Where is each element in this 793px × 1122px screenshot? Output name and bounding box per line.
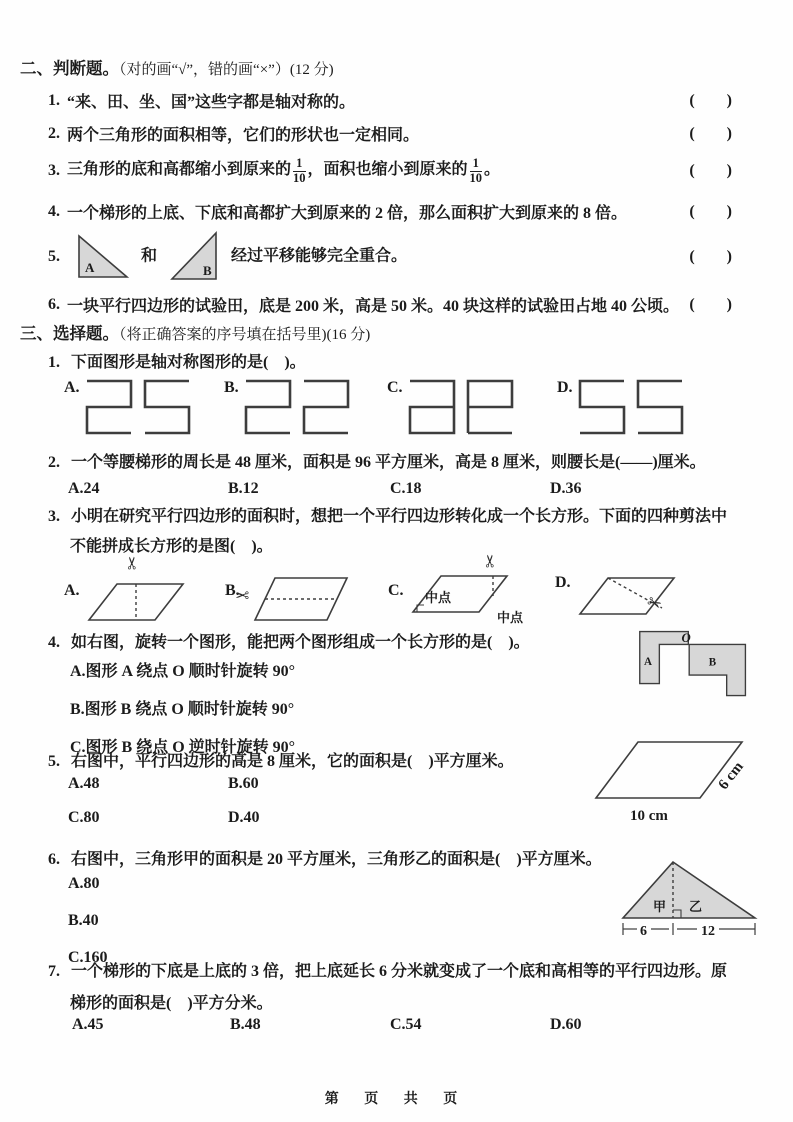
section-judge-header [20, 55, 334, 79]
scissors-icon: ✂ [123, 555, 144, 571]
item-number: 4. [48, 202, 60, 220]
q3-option-b[interactable] [225, 560, 388, 624]
side-dimension-label: 6 cm [715, 758, 747, 793]
digit-pair-55-figure [576, 377, 688, 439]
base-segment-6-label: 6 [640, 924, 647, 939]
item-text-part: 三角形的底和高都缩小到原来的 [67, 161, 292, 179]
question-number: 4. [48, 634, 60, 651]
item-text-part: 。 [484, 161, 501, 179]
q1-option-a[interactable] [64, 377, 224, 439]
option-c[interactable]: C.80 [68, 809, 100, 826]
item-number: 3. [48, 162, 60, 179]
question-number: 1. [48, 354, 60, 371]
item-text: 一个梯形的上底、下底和高都扩大到原来的 2 倍，那么面积扩大到原来的 8 倍。 [67, 205, 628, 222]
scissors-icon: ✂ [235, 584, 250, 604]
section-choice-subtitle: （将正确答案的序号填在括号里)(16 分) [119, 327, 371, 343]
question-text: 一个梯形的下底是上底的 3 倍，把上底延长 6 分米就变成了一个底和高相等的平行四边形。原 [71, 963, 728, 980]
question-text: 如右图，旋转一个图形，能把两个图形组成一个长方形的是( )。 [71, 634, 530, 651]
option-c[interactable]: C.160 [68, 949, 108, 966]
judge-item-2 [48, 122, 732, 145]
question-number: 7. [48, 963, 60, 980]
triangle-b-figure [167, 230, 221, 284]
option-label: B. [224, 379, 239, 396]
answer-bracket[interactable]: ( ) [689, 248, 732, 265]
question-text: 右图中，三角形甲的面积是 20 平方厘米，三角形乙的面积是( )平方厘米。 [71, 851, 602, 868]
option-c[interactable]: C.18 [390, 480, 422, 497]
digit-pair-22-figure [242, 377, 354, 439]
option-b[interactable]: B.60 [228, 775, 259, 792]
option-b[interactable]: B.48 [230, 1016, 261, 1033]
q1-option-d[interactable] [557, 377, 717, 439]
section-judge-title: 二、判断题。 [20, 59, 119, 78]
option-label: A. [64, 379, 80, 396]
question-text: 下面图形是轴对称图形的是( )。 [71, 354, 306, 371]
q3-option-c[interactable] [388, 553, 555, 626]
option-b[interactable]: B.图形 B 绕点 O 顺时针旋转 90° [70, 701, 295, 718]
fraction-one-tenth: $\frac{1}{10}$ [293, 156, 306, 186]
item-number: 6. [48, 295, 60, 313]
option-b[interactable]: B.12 [228, 480, 259, 497]
answer-bracket[interactable]: ( ) [689, 91, 732, 109]
base-dimension-label: 10 cm [630, 808, 668, 824]
point-o-label: O [681, 630, 691, 645]
q4-rotation-figure [598, 612, 793, 716]
option-label: A. [64, 582, 80, 599]
item-text: 两个三角形的面积相等，它们的形状也一定相同。 [67, 127, 420, 144]
q5-options [68, 775, 388, 827]
page-footer: 第 页 共 页 [324, 1092, 469, 1107]
q3-option-a[interactable] [64, 555, 225, 624]
option-a[interactable]: A.图形 A 绕点 O 顺时针旋转 90° [70, 663, 296, 680]
choice-q4-text [48, 629, 608, 652]
question-number: 6. [48, 851, 60, 868]
option-d[interactable]: D.60 [550, 1016, 582, 1033]
item-number: 1. [48, 91, 60, 109]
midpoint-outer-label: 中点 [496, 610, 523, 625]
question-number: 5. [48, 753, 60, 770]
answer-bracket[interactable]: ( ) [689, 124, 732, 142]
answer-bracket[interactable]: ( ) [689, 295, 732, 313]
item-text: “来、田、坐、国”这些字都是轴对称的。 [67, 94, 356, 111]
option-label: C. [387, 379, 403, 396]
yi-label: 乙 [689, 899, 703, 914]
jia-label: 甲 [653, 899, 667, 914]
item-text: 一块平行四边形的试验田，底是 200 米，高是 50 米。40 块这样的试验田占地 40 公顷。 [67, 298, 680, 315]
q7-options [72, 1016, 710, 1034]
digit-pair-25-figure [83, 377, 195, 439]
choice-q5-text [48, 748, 588, 771]
choice-q7-text-line2 [70, 990, 770, 1013]
choice-q1-text [48, 349, 748, 372]
question-text: 右图中，平行四边形的高是 8 厘米，它的面积是( )平方厘米。 [71, 753, 514, 770]
section-judge-subtitle: （对的画“√”，错的画“×”）(12 分) [119, 62, 334, 78]
item-text-part: 和 [141, 247, 158, 265]
midpoint-inner-label: 中点 [424, 590, 451, 605]
answer-bracket[interactable]: ( ) [689, 202, 732, 220]
item-text [67, 156, 681, 186]
item-number: 2. [48, 124, 60, 142]
option-a[interactable]: A.80 [68, 875, 100, 892]
digit-pair-ae-figure [406, 377, 518, 439]
judge-item-3 [48, 150, 732, 192]
base-segment-12-label: 12 [701, 924, 715, 939]
shape-b-label: B [708, 656, 717, 669]
option-b[interactable]: B.40 [68, 912, 99, 929]
option-a[interactable]: A.48 [68, 775, 100, 792]
choice-q7-text-line1 [48, 958, 748, 981]
option-a[interactable]: A.24 [68, 480, 100, 497]
scissors-icon: ✂ [643, 591, 665, 617]
triangle-a-label: A [85, 260, 95, 275]
option-a[interactable]: A.45 [72, 1016, 104, 1033]
question-text: 梯形的面积是( )平方分米。 [70, 995, 273, 1012]
triangle-b-label: B [203, 263, 212, 278]
option-d[interactable]: D.36 [550, 480, 582, 497]
q2-options [68, 480, 710, 498]
option-label: B. [225, 582, 240, 599]
judge-item-1 [48, 89, 732, 112]
section-choice-title: 三、选择题。 [20, 324, 119, 343]
question-number: 3. [48, 508, 60, 525]
choice-q3-text-line2 [70, 533, 770, 556]
cut-midpoint-figure [407, 560, 542, 626]
q1-figure-row [64, 377, 717, 439]
question-text: 小明在研究平行四边形的面积时，想把一个平行四边形转化成一个长方形。下面的四种剪法中 [71, 508, 728, 525]
item-text-part: ，面积也缩小到原来的 [307, 161, 468, 179]
q5-parallelogram-figure [582, 722, 790, 830]
shape-a-label: A [644, 655, 653, 668]
choice-q2-text [48, 449, 748, 472]
scissors-icon: ✂ [481, 553, 502, 569]
judge-item-4 [48, 200, 732, 223]
item-text-part: 经过平移能够完全重合。 [231, 247, 408, 265]
q6-triangle-figure [615, 855, 775, 945]
question-number: 2. [48, 454, 60, 471]
option-label: C. [388, 582, 404, 599]
triangle-a-figure [73, 232, 131, 282]
judge-item-5 [48, 228, 732, 286]
fraction-one-tenth: $\frac{1}{10}$ [469, 156, 483, 186]
judge-item-6 [48, 293, 732, 316]
item-number: 5. [48, 248, 60, 265]
option-label: D. [557, 379, 573, 396]
item-text [67, 230, 681, 284]
q1-option-c[interactable] [387, 377, 557, 439]
question-text: 不能拼成长方形的是图( )。 [70, 538, 273, 555]
option-c[interactable]: C.图形 B 绕点 O 逆时针旋转 90° [70, 739, 296, 756]
option-label: D. [555, 574, 571, 591]
option-d[interactable]: D.40 [228, 809, 260, 826]
choice-q6-text [48, 846, 648, 869]
section-choice-header [20, 320, 370, 344]
option-c[interactable]: C.54 [390, 1016, 422, 1033]
cut-horizontal-figure [243, 560, 359, 624]
q1-option-b[interactable] [224, 377, 387, 439]
question-text: 一个等腰梯形的周长是 48 厘米，面积是 96 平方厘米，高是 8 厘米，则腰长是(——)厘米。 [71, 454, 706, 471]
answer-bracket[interactable]: ( ) [689, 162, 732, 179]
choice-q3-text-line1 [48, 503, 748, 526]
